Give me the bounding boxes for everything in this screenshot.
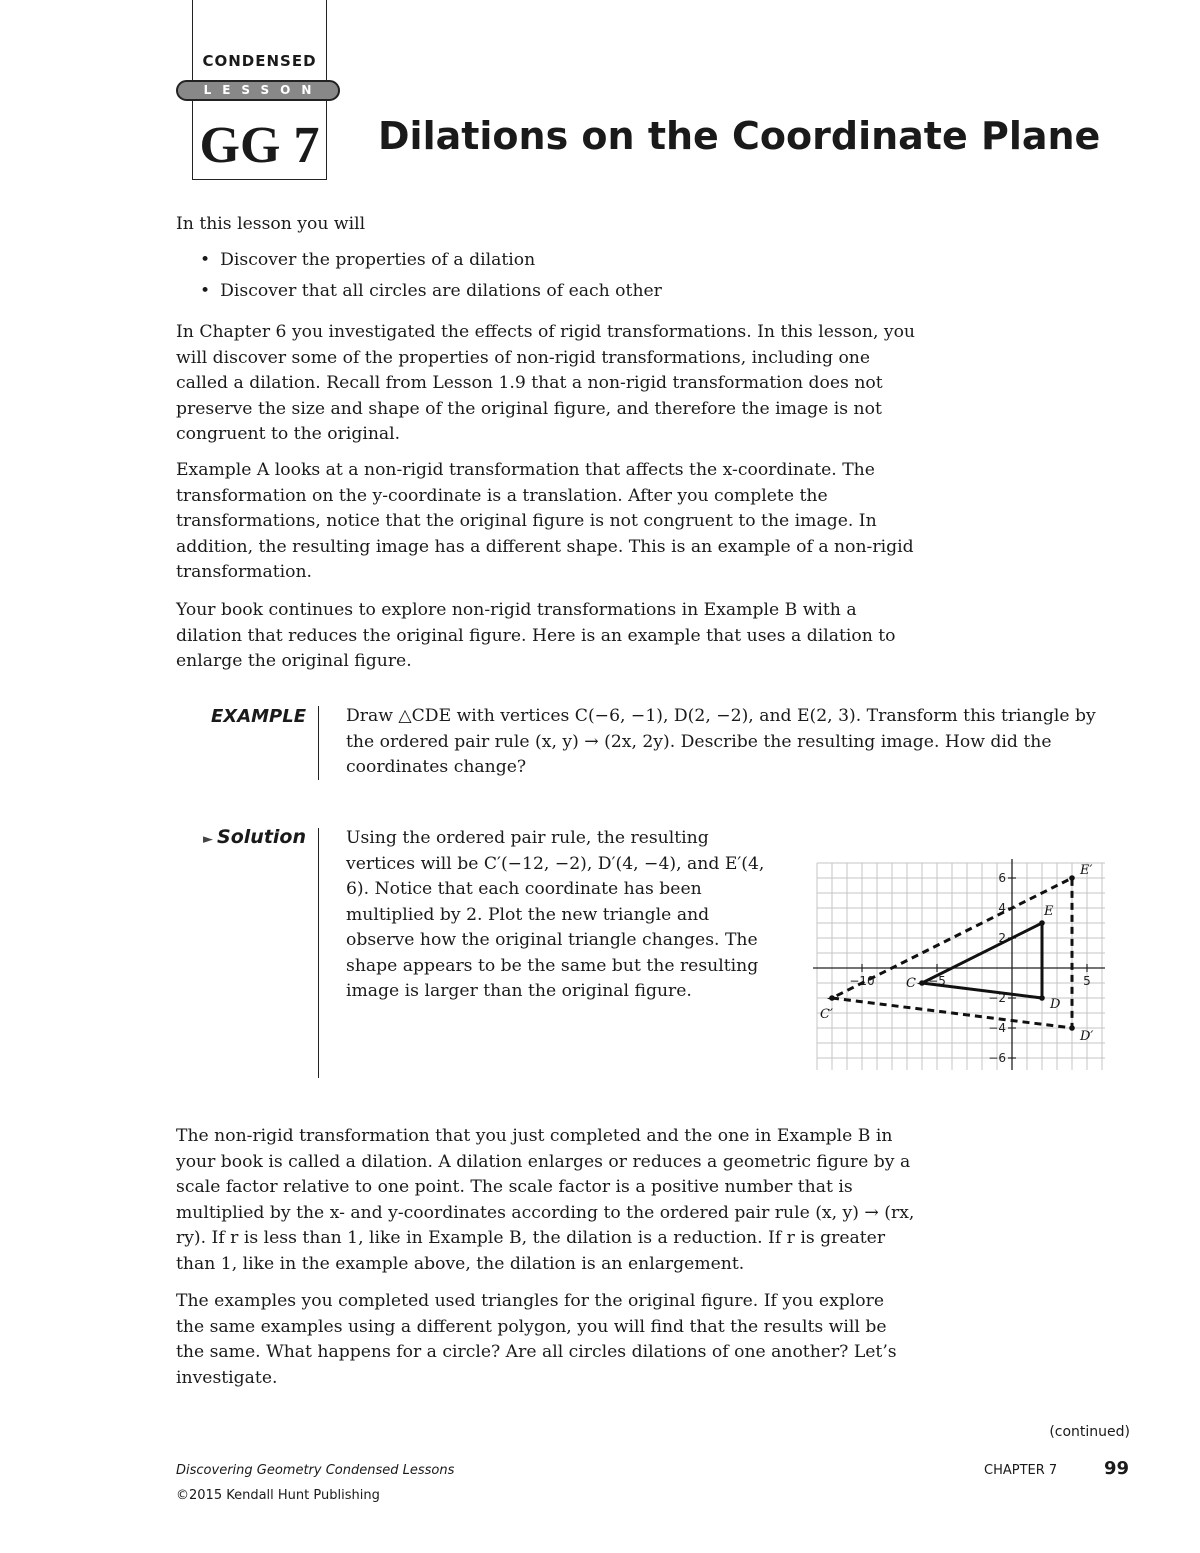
objective-item: • Discover that all circles are dilations of each other bbox=[200, 276, 662, 307]
paragraph-circles: The examples you completed used triangles for the original figure. If you explore the same examples using a different polygon, you will find that the results will be the same. What happens for a circle? Are all circles dilations of one another? Let’s investigate. bbox=[176, 1291, 897, 1388]
x-tick-label: 5 bbox=[1083, 974, 1091, 988]
lesson-tab-band: LESSON bbox=[176, 80, 340, 101]
y-tick-label: 6 bbox=[998, 871, 1006, 885]
vertex-label: C bbox=[906, 976, 916, 991]
y-tick-label: −6 bbox=[988, 1051, 1006, 1065]
example-label: EXAMPLE bbox=[211, 706, 306, 727]
vertex-point bbox=[919, 980, 925, 986]
paragraph-example-b: Your book continues to explore non-rigid transformations in Example B with a dilation that reduces the original figure. Here is an example that uses a dilation to enlarge the original figure. bbox=[176, 600, 896, 671]
paragraph-example-a: Example A looks at a non-rigid transformation that affects the x-coordinate. The transformation on the y-coordinate is a translation. After you complete the transformations, notice that the original figure is not congruent to the image. In addition, the resulting image has a different shape. This is an example of a non-rigid transformation. bbox=[176, 460, 914, 582]
vertex-label: D bbox=[1050, 997, 1061, 1012]
solution-divider bbox=[318, 828, 319, 1078]
paragraph-chapter6: In Chapter 6 you investigated the effects of rigid transformations. In this lesson, you will discover some of the properties of non-rigid transformations, including one called a dilation. Recall from Lesson 1.9 that a non-rigid transformation does not preserve the size and shape of the original figure, and therefore the image is not congruent to the original. bbox=[176, 322, 915, 444]
y-tick-label: 4 bbox=[998, 901, 1006, 915]
y-tick-label: −2 bbox=[988, 991, 1006, 1005]
y-tick-label: −4 bbox=[988, 1021, 1006, 1035]
page-title: Dilations on the Coordinate Plane bbox=[378, 114, 1101, 158]
footer-chapter: CHAPTER 7 bbox=[984, 1463, 1058, 1478]
solution-text: Using the ordered pair rule, the resulting vertices will be C′(−12, −2), D′(4, −4), and E′(4, 6). Notice that each coordinate has been multiplied by 2. Plot the new triangle and observe how the original triangle changes. The shape appears to be the same but the resulting image is larger than the original figure. bbox=[346, 828, 765, 1001]
lesson-code: GG 7 bbox=[199, 117, 320, 174]
coordinate-plane-graph bbox=[795, 850, 1105, 1070]
continued-note: (continued) bbox=[1049, 1424, 1130, 1440]
vertex-label: C′ bbox=[820, 1007, 833, 1022]
vertex-label: D′ bbox=[1080, 1029, 1094, 1044]
x-tick-label: −5 bbox=[928, 974, 946, 988]
solution-label bbox=[150, 826, 306, 848]
lesson-tab-condensed: CONDENSED bbox=[202, 52, 317, 70]
y-tick-label: 2 bbox=[998, 931, 1006, 945]
example-text: Draw △CDE with vertices C(−6, −1), D(2, −2), and E(2, 3). Transform this triangle by the ordered pair rule (x, y) → (2x, 2y). Describe the resulting image. How did the coordinates change? bbox=[346, 706, 1096, 777]
vertex-point bbox=[1039, 920, 1045, 926]
vertex-point bbox=[1069, 875, 1075, 881]
intro-text: In this lesson you will bbox=[176, 214, 366, 234]
x-tick-label: −10 bbox=[849, 974, 875, 988]
vertex-point bbox=[1039, 995, 1045, 1001]
example-divider bbox=[318, 706, 319, 780]
objective-item: • Discover the properties of a dilation bbox=[200, 245, 662, 276]
vertex-label: E′ bbox=[1080, 863, 1093, 878]
solution-arrow-icon: ► bbox=[203, 832, 214, 847]
vertex-point bbox=[829, 995, 835, 1001]
footer-copyright: ©2015 Kendall Hunt Publishing bbox=[176, 1488, 380, 1503]
solution-label-text: Solution bbox=[217, 826, 306, 848]
vertex-label: E bbox=[1044, 904, 1054, 919]
page-number: 99 bbox=[1104, 1458, 1130, 1479]
vertex-point bbox=[1069, 1025, 1075, 1031]
paragraph-dilation-definition: The non-rigid transformation that you just completed and the one in Example B in your book is called a dilation. A dilation enlarges or reduces a geometric figure by a scale factor relative to one point. The scale factor is a positive number that is multiplied by the x- and y-coordinates according to the ordered pair rule (x, y) → (rx, ry). If r is less than 1, like in Example B, the dilation is a reduction. If r is greater than 1, like in the example above, the dilation is an enlargement. bbox=[176, 1126, 915, 1274]
objectives-list bbox=[200, 245, 662, 307]
footer-book-title: Discovering Geometry Condensed Lessons bbox=[176, 1463, 455, 1478]
